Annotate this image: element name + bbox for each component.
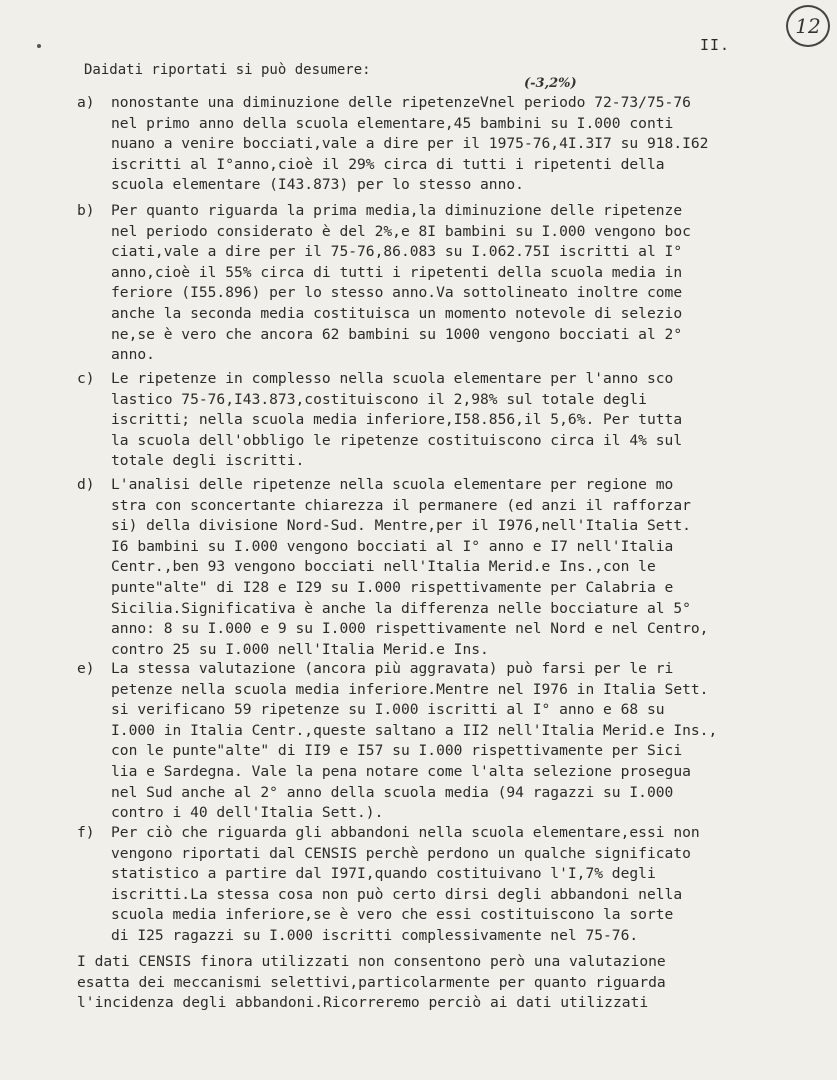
text-line: nuano a venire bocciati,vale a dire per il 1975-76,4I.3I7 su 918.I62 [111, 135, 709, 153]
text-line: vengono riportati dal CENSIS perchè perdono un qualche significato [111, 844, 691, 862]
paragraph-letter: a) [77, 94, 95, 111]
closing-paragraph [77, 952, 666, 1014]
text-line: Le ripetenze in complesso nella scuola elementare per l'anno sco [111, 370, 674, 387]
text-line: Centr.,ben 93 vengono bocciati nell'Italia Merid.e Ins.,con le [111, 558, 656, 576]
text-line: La stessa valutazione (ancora più aggravata) può farsi per le ri [111, 660, 674, 677]
paragraph-d [77, 475, 797, 660]
text-line: ne,se è vero che ancora 62 bambini su 1000 vengono bocciati al 2° [111, 325, 683, 343]
text-line: nel periodo considerato è del 2%,e 8I bambini su I.000 vengono boc [111, 222, 691, 240]
paragraph-letter: f) [77, 824, 95, 841]
text-line: contro 25 su I.000 nell'Italia Merid.e Ins. [111, 640, 489, 658]
text-line: punte"alte" di I28 e I29 su I.000 rispettivamente per Calabria e [111, 578, 674, 596]
paragraph-c [77, 369, 797, 472]
text-line: iscritti al I°anno,cioè il 29% circa di tutti i ripetenti della [111, 155, 665, 173]
intro-line: Daidati riportati si può desumere: [84, 62, 371, 78]
paragraph-letter: b) [77, 202, 95, 219]
text-line: statistico a partire dal I97I,quando costituivano l'I,7% degli [111, 865, 656, 883]
text-line: I6 bambini su I.000 vengono bocciati al I° anno e I7 nell'Italia [111, 537, 674, 555]
text-line: nonostante una diminuzione delle ripetenzeVnel periodo 72-73/75-76 [111, 94, 691, 111]
paragraph-body [111, 475, 797, 660]
text-line: Per ciò che riguarda gli abbandoni nella scuola elementare,essi non [111, 824, 700, 841]
text-line: esatta dei meccanismi selettivi,particolarmente per quanto riguarda [77, 973, 666, 991]
text-line: I.000 in Italia Centr.,queste saltano a II2 nell'Italia Merid.e Ins., [111, 721, 718, 739]
paragraph-a [77, 93, 797, 196]
text-line: anno: 8 su I.000 e 9 su I.000 rispettivamente nel Nord e nel Centro, [111, 620, 709, 638]
text-line: si verificano 59 ripetenze su I.000 iscritti al I° anno e 68 su [111, 701, 665, 719]
text-line: scuola media inferiore,se è vero che essi costituiscono la sorte [111, 906, 674, 924]
text-line: totale degli iscritti. [111, 452, 305, 470]
circled-page-number [786, 5, 830, 47]
text-line: I dati CENSIS finora utilizzati non consentono però una valutazione [77, 953, 666, 970]
text-line: L'analisi delle ripetenze nella scuola elementare per regione mo [111, 476, 674, 493]
text-line: scuola elementare (I43.873) per lo stesso anno. [111, 176, 524, 194]
paragraph-body [111, 369, 797, 472]
paragraph-body [111, 93, 797, 196]
text-line: Per quanto riguarda la prima media,la diminuzione delle ripetenze [111, 202, 683, 219]
stray-mark [37, 44, 41, 48]
text-line: petenze nella scuola media inferiore.Mentre nel I976 in Italia Sett. [111, 680, 709, 698]
text-line: contro i 40 dell'Italia Sett.). [111, 804, 384, 822]
page-number: II. [700, 36, 731, 54]
text-line: iscritti.La stessa cosa non può certo dirsi degli abbandoni nella [111, 885, 683, 903]
paragraph-letter: d) [77, 476, 95, 493]
text-line: l'incidenza degli abbandoni.Ricorreremo perciò ai dati utilizzati [77, 994, 649, 1012]
paragraph-letter: c) [77, 370, 95, 387]
text-line: anche la seconda media costituisca un momento notevole di selezio [111, 304, 683, 322]
paragraph-body [111, 659, 797, 824]
text-line: anno,cioè il 55% circa di tutti i ripetenti della scuola media in [111, 263, 683, 281]
text-line: lastico 75-76,I43.873,costituiscono il 2,98% sul totale degli [111, 390, 647, 408]
text-line: anno. [111, 346, 155, 364]
paragraph-letter: e) [77, 660, 95, 677]
text-line: ciati,vale a dire per il 75-76,86.083 su I.062.75I iscritti al I° [111, 243, 683, 261]
text-line: di I25 ragazzi su I.000 iscritti complessivamente nel 75-76. [111, 926, 639, 944]
text-line: nel primo anno della scuola elementare,45 bambini su I.000 conti [111, 114, 674, 132]
text-line: si) della divisione Nord-Sud. Mentre,per il I976,nell'Italia Sett. [111, 517, 691, 535]
text-line: Sicilia.Significativa è anche la differenza nelle bocciature al 5° [111, 599, 691, 617]
handwritten-note: (-3,2%) [524, 76, 577, 91]
paragraph-body [111, 823, 797, 947]
text-line: la scuola dell'obbligo le ripetenze costituiscono circa il 4% sul [111, 431, 683, 449]
circled-number-text: 12 [795, 14, 821, 38]
paragraph-b [77, 201, 797, 366]
text-line: iscritti; nella scuola media inferiore,I58.856,il 5,6%. Per tutta [111, 411, 683, 429]
paragraph-e [77, 659, 797, 824]
text-line: con le punte"alte" di II9 e I57 su I.000 rispettivamente per Sici [111, 742, 683, 760]
text-line: lia e Sardegna. Vale la pena notare come l'alta selezione prosegua [111, 762, 691, 780]
text-line: feriore (I55.896) per lo stesso anno.Va sottolineato inoltre come [111, 284, 683, 302]
text-line: nel Sud anche al 2° anno della scuola media (94 ragazzi su I.000 [111, 783, 674, 801]
text-line: stra con sconcertante chiarezza il permanere (ed anzi il rafforzar [111, 496, 691, 514]
paragraph-body [111, 201, 797, 366]
paragraph-f [77, 823, 797, 947]
